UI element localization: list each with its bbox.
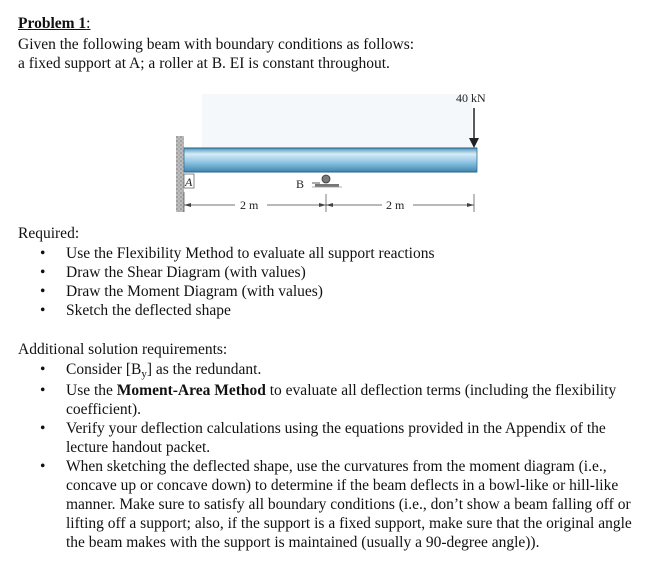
support-a-label: A <box>185 175 193 189</box>
beam <box>184 148 477 172</box>
list-item <box>40 360 646 381</box>
additional-heading: Additional solution requirements: <box>18 341 228 358</box>
roller-ground <box>315 184 339 187</box>
dim-arrow-icon <box>467 203 474 207</box>
dim-arrow-icon <box>326 203 333 207</box>
item1-subscript: y <box>141 368 147 380</box>
item2-bold: Moment-Area Method <box>116 382 266 399</box>
list-item: • Draw the Shear Diagram (with values) <box>40 263 640 282</box>
required-list <box>40 244 640 320</box>
list-item: • When sketching the deflected shape, use the curvatures from the moment diagram (i.e., concave up or concave down) to determine if the beam deflects in a bowl-like or hill-like manner. Make sure to satisfy all boundary conditions (i.e., don’t show a beam falling off or lifting off a support; also, if the support is a fixed support, make sure that the original angle the beam makes with the support is maintained (usually a 90-degree angle)). <box>40 457 646 552</box>
background-wash <box>202 94 472 149</box>
problem-title-colon: : <box>86 15 91 32</box>
item2-pre: Use the <box>66 382 117 399</box>
problem-title-text: Problem 1 <box>18 15 87 32</box>
required-heading: Required: <box>18 225 80 242</box>
problem-title <box>18 14 90 33</box>
dim-label-2: 2 m <box>386 198 405 212</box>
fixed-wall <box>176 136 184 212</box>
problem-intro <box>18 35 414 73</box>
item2-post: to evaluate all deflection terms (including the flexibility coefficient). <box>66 382 617 418</box>
additional-list <box>40 360 646 552</box>
list-item <box>40 381 646 419</box>
list-item: • Draw the Moment Diagram (with values) <box>40 282 640 301</box>
dim-label-1: 2 m <box>240 198 259 212</box>
intro-line: a fixed support at A; a roller at B. EI is constant throughout. <box>18 55 390 72</box>
dim-arrow-icon <box>319 203 326 207</box>
roller-icon <box>322 175 330 183</box>
dim-arrow-icon <box>184 203 191 207</box>
load-label: 40 kN <box>456 91 486 105</box>
intro-line: Given the following beam with boundary conditions as follows: <box>18 36 415 53</box>
list-item: • Verify your deflection calculations using the equations provided in the Appendix of the lecture handout packet. <box>40 419 646 457</box>
item1-pre: Consider [B <box>66 361 142 378</box>
list-item: • Sketch the deflected shape <box>40 301 640 320</box>
list-item: • Use the Flexibility Method to evaluate all support reactions <box>40 244 640 263</box>
beam-figure <box>172 84 502 224</box>
item1-post: ] as the redundant. <box>146 361 262 378</box>
support-b-label: B <box>296 177 305 191</box>
